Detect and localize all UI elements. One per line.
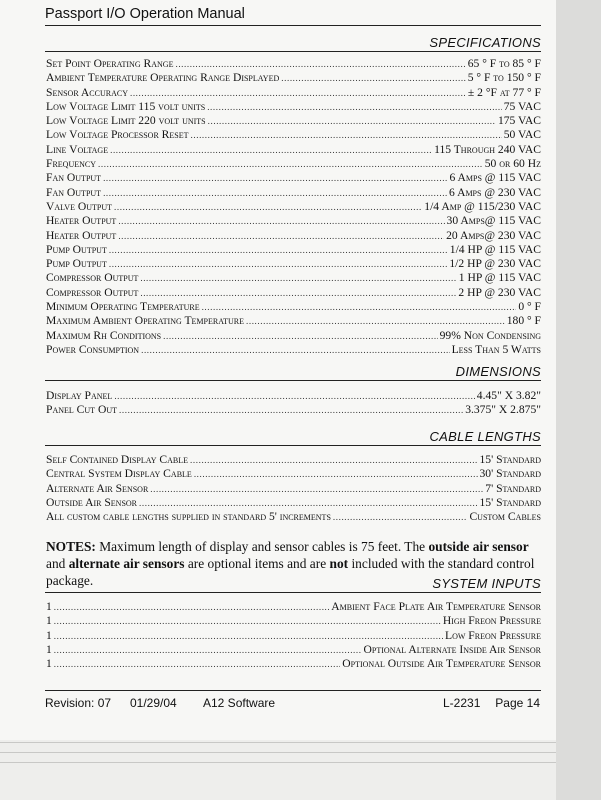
notes-bold-alternate-air-sensors: alternate air sensors xyxy=(68,556,185,571)
spec-row xyxy=(46,467,541,481)
dot-leader xyxy=(54,643,362,657)
specifications-list xyxy=(46,57,541,357)
dot-leader xyxy=(140,271,456,285)
system-inputs-heading: SYSTEM INPUTS xyxy=(432,576,541,591)
spec-row xyxy=(46,214,541,228)
dot-leader xyxy=(118,214,444,228)
spec-row xyxy=(46,657,541,671)
row-label: Fan Output xyxy=(46,171,102,185)
row-value: 30' Standard xyxy=(479,467,541,481)
dot-leader xyxy=(98,157,483,171)
spec-row xyxy=(46,629,541,643)
footer-doc-number: L-2231 xyxy=(443,696,481,710)
row-label: Self Contained Display Cable xyxy=(46,453,189,466)
spec-row xyxy=(46,143,541,157)
notes-text-3: are optional items and are xyxy=(184,556,330,571)
spec-row xyxy=(46,186,541,200)
spec-row xyxy=(46,243,541,257)
footer-revision: Revision: 07 xyxy=(45,696,112,710)
row-value: 4.45" X 3.82" xyxy=(476,389,541,402)
row-label: Low Voltage Limit 220 volt units xyxy=(46,114,206,128)
row-label: Display Panel xyxy=(46,389,113,402)
row-value: ± 2 °F at 77 ° F xyxy=(467,85,541,99)
spec-row xyxy=(46,510,541,524)
row-value: Optional Outside Air Temperature Sensor xyxy=(342,657,541,671)
dot-leader xyxy=(114,200,422,214)
row-value: 20 Amps@ 230 VAC xyxy=(446,228,541,242)
spec-row xyxy=(46,229,541,243)
dot-leader xyxy=(109,243,448,257)
row-label: 1 xyxy=(46,642,52,656)
row-label: 1 xyxy=(46,600,52,613)
dot-leader xyxy=(54,657,340,671)
row-label: All custom cable lengths supplied in standard 5' increments xyxy=(46,510,331,524)
spec-row xyxy=(46,200,541,214)
row-label: Sensor Accuracy xyxy=(46,85,128,99)
row-value: 180 ° F xyxy=(506,314,541,328)
footer-page-number: Page 14 xyxy=(495,696,540,710)
dot-leader xyxy=(246,314,505,328)
spec-row xyxy=(46,271,541,285)
dot-leader xyxy=(333,510,468,524)
row-value: Low Freon Pressure xyxy=(444,628,541,642)
row-label: Fan Output xyxy=(46,185,102,199)
row-value: 99% Non Condensing xyxy=(439,328,541,342)
scan-line xyxy=(0,752,556,753)
row-label: Minimum Operating Temperature xyxy=(46,300,200,314)
spec-row xyxy=(46,614,541,628)
row-label: Maximum Ambient Operating Temperature xyxy=(46,314,244,328)
dot-leader xyxy=(141,343,449,357)
spec-row xyxy=(46,286,541,300)
row-value: 175 VAC xyxy=(497,114,541,128)
page-header-title: Passport I/O Operation Manual xyxy=(45,6,245,22)
row-value: 3.375" X 2.875" xyxy=(465,403,541,417)
spec-row xyxy=(46,171,541,185)
row-value: Less Than 5 Watts xyxy=(451,342,541,356)
row-value: 15' Standard xyxy=(479,495,541,509)
row-value: 75 VAC xyxy=(503,99,541,113)
dimensions-list xyxy=(46,389,541,418)
header-rule xyxy=(45,25,541,26)
dimensions-heading: DIMENSIONS xyxy=(455,364,541,379)
dot-leader xyxy=(109,257,448,271)
system-inputs-rule xyxy=(45,592,541,593)
dot-leader xyxy=(103,186,447,200)
specifications-rule xyxy=(45,51,541,52)
row-value: 15' Standard xyxy=(479,453,541,466)
row-label: Maximum Rh Conditions xyxy=(46,328,162,342)
scan-line xyxy=(0,762,556,763)
row-value: Optional Alternate Inside Air Sensor xyxy=(363,642,541,656)
notes-text-2: and xyxy=(46,556,69,571)
notes-bold-not: not xyxy=(329,556,349,571)
notes-bold-outside-air-sensor: outside air sensor xyxy=(428,539,529,554)
notes-text-4: included with the standard control package. xyxy=(46,556,535,588)
dot-leader xyxy=(191,128,502,142)
spec-row xyxy=(46,600,541,614)
system-inputs-list xyxy=(46,600,541,671)
specifications-heading: SPECIFICATIONS xyxy=(429,35,541,50)
row-label: Alternate Air Sensor xyxy=(46,481,149,495)
row-value: 115 Through 240 VAC xyxy=(434,142,541,156)
cable-lengths-heading: CABLE LENGTHS xyxy=(429,429,541,444)
row-label: Compressor Output xyxy=(46,285,139,299)
row-value: 5 ° F to 150 ° F xyxy=(467,71,541,85)
row-label: Panel Cut Out xyxy=(46,403,118,417)
spec-row xyxy=(46,71,541,85)
row-value: 2 HP @ 230 VAC xyxy=(458,285,541,299)
row-label: Power Consumption xyxy=(46,342,140,356)
dimensions-rule xyxy=(45,380,541,381)
spec-row xyxy=(46,314,541,328)
row-label: Set Point Operating Range xyxy=(46,57,174,70)
row-value: 65 ° F to 85 ° F xyxy=(467,57,541,70)
row-value: 30 Amps@ 115 VAC xyxy=(446,214,541,228)
dot-leader xyxy=(110,143,432,157)
cable-lengths-list xyxy=(46,453,541,524)
spec-row xyxy=(46,403,541,417)
dot-leader xyxy=(54,614,441,628)
spec-row xyxy=(46,329,541,343)
row-value: Ambient Face Plate Air Temperature Sensor xyxy=(331,600,541,613)
row-value: 6 Amps @ 230 VAC xyxy=(449,185,541,199)
row-label: Low Voltage Processor Reset xyxy=(46,128,189,142)
dot-leader xyxy=(208,114,496,128)
spec-row xyxy=(46,257,541,271)
spec-row xyxy=(46,643,541,657)
spec-row xyxy=(46,389,541,403)
footer-date: 01/29/04 xyxy=(130,696,177,710)
row-value: 1/2 HP @ 230 VAC xyxy=(449,257,541,271)
row-label: 1 xyxy=(46,657,52,671)
dot-leader xyxy=(118,229,444,243)
scan-line xyxy=(0,742,556,743)
dot-leader xyxy=(54,600,329,614)
row-value: Custom Cables xyxy=(469,510,541,524)
spec-row xyxy=(46,300,541,314)
notes-text-1: Maximum length of display and sensor cables is 75 feet. The xyxy=(95,539,429,554)
dot-leader xyxy=(190,453,477,467)
spec-row xyxy=(46,496,541,510)
dot-leader xyxy=(163,329,438,343)
row-label: Heater Output xyxy=(46,228,117,242)
spec-row xyxy=(46,100,541,114)
spec-row xyxy=(46,157,541,171)
row-label: Frequency xyxy=(46,157,97,171)
row-value: 50 VAC xyxy=(503,128,541,142)
row-value: 1/4 HP @ 115 VAC xyxy=(449,242,541,256)
notes-lead: NOTES: xyxy=(46,539,96,554)
spec-row xyxy=(46,482,541,496)
footer-software: A12 Software xyxy=(203,696,276,710)
spec-row xyxy=(46,453,541,467)
row-value: 0 ° F xyxy=(518,300,541,314)
spec-row xyxy=(46,343,541,357)
dot-leader xyxy=(194,467,478,481)
row-value: 50 or 60 Hz xyxy=(484,157,541,171)
row-label: Central System Display Cable xyxy=(46,467,192,481)
row-value: High Freon Pressure xyxy=(442,614,541,628)
footer-rule xyxy=(45,690,541,691)
row-value: 1/4 Amp @ 115/230 VAC xyxy=(424,199,541,213)
row-label: 1 xyxy=(46,614,52,628)
row-label: Ambient Temperature Operating Range Displayed xyxy=(46,71,280,85)
dot-leader xyxy=(130,86,466,100)
dot-leader xyxy=(103,171,447,185)
dot-leader xyxy=(281,71,465,85)
row-label: Outside Air Sensor xyxy=(46,495,138,509)
dot-leader xyxy=(119,403,463,417)
row-label: Valve Output xyxy=(46,199,113,213)
spec-row xyxy=(46,114,541,128)
row-label: Compressor Output xyxy=(46,271,139,285)
dot-leader xyxy=(202,300,517,314)
page-edge xyxy=(556,0,601,800)
row-label: Pump Output xyxy=(46,257,107,271)
dot-leader xyxy=(54,629,443,643)
dot-leader xyxy=(175,57,465,71)
dot-leader xyxy=(139,496,477,510)
spec-row xyxy=(46,128,541,142)
spec-row xyxy=(46,57,541,71)
dot-leader xyxy=(207,100,502,114)
row-label: Line Voltage xyxy=(46,142,109,156)
spec-row xyxy=(46,86,541,100)
row-value: 7' Standard xyxy=(485,481,541,495)
row-value: 1 HP @ 115 VAC xyxy=(458,271,541,285)
row-value: 6 Amps @ 115 VAC xyxy=(449,171,541,185)
dot-leader xyxy=(150,482,483,496)
cable-lengths-rule xyxy=(45,445,541,446)
dot-leader xyxy=(140,286,456,300)
row-label: Low Voltage Limit 115 volt units xyxy=(46,99,206,113)
row-label: Heater Output xyxy=(46,214,117,228)
row-label: 1 xyxy=(46,628,52,642)
dot-leader xyxy=(114,389,474,403)
row-label: Pump Output xyxy=(46,242,107,256)
